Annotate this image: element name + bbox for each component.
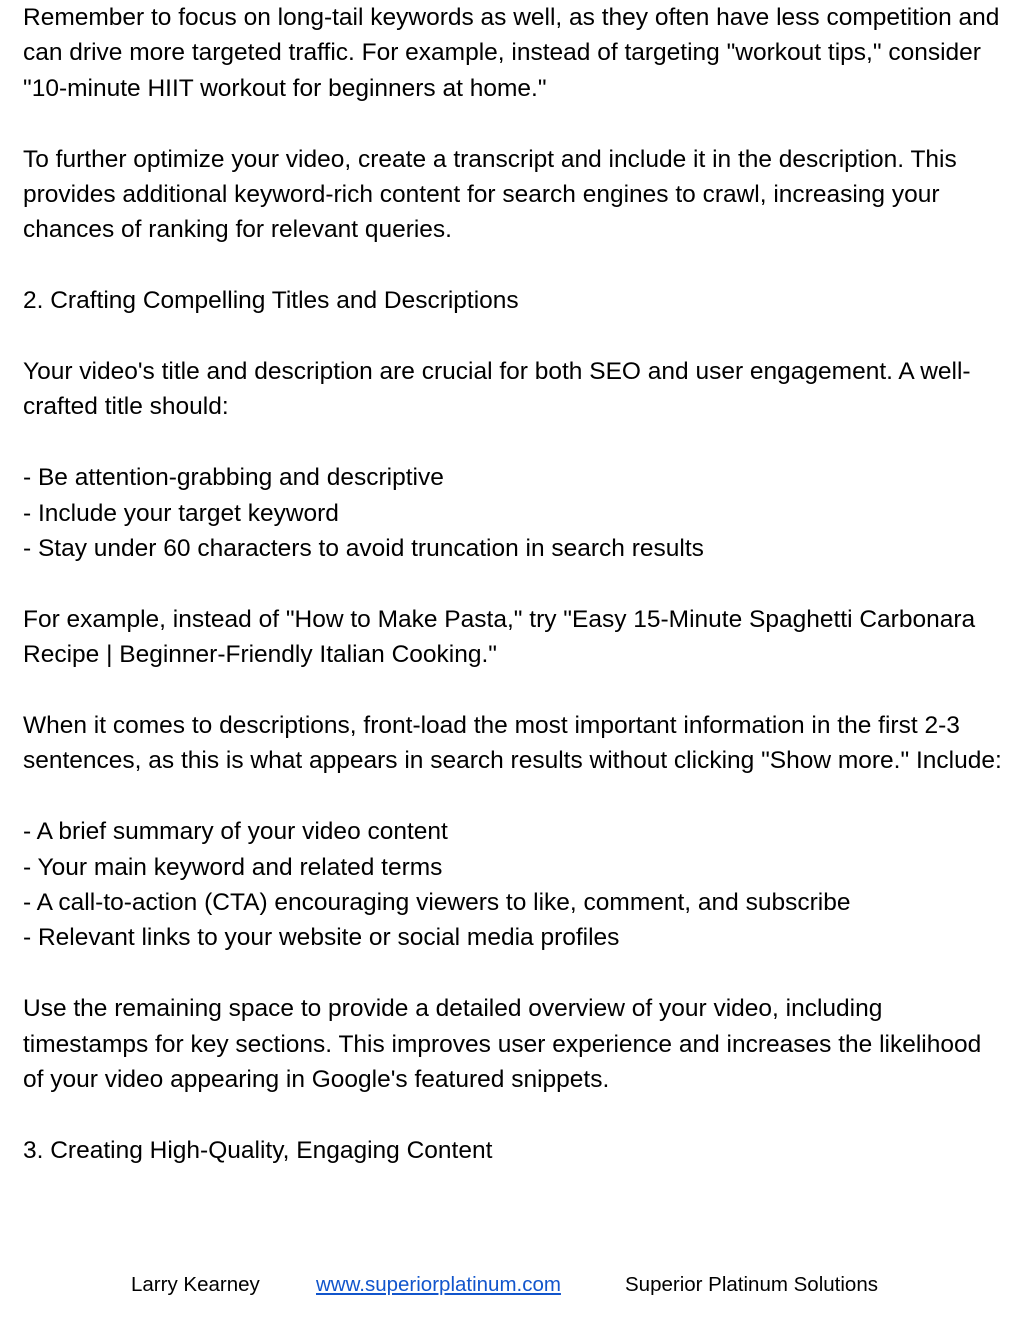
section-heading-content: 3. Creating High-Quality, Engaging Content: [23, 1136, 493, 1164]
list-item: - Stay under 60 characters to avoid truncation in search results: [23, 535, 704, 563]
description-bullet-list: [23, 814, 1003, 956]
title-bullet-list: [23, 460, 1003, 566]
page-footer: [0, 1271, 1024, 1301]
footer-company: Superior Platinum Solutions: [625, 1273, 878, 1296]
footer-website-link[interactable]: www.superiorplatinum.com: [316, 1273, 561, 1296]
list-item: - A brief summary of your video content: [23, 818, 448, 846]
paragraph-title-example: For example, instead of "How to Make Pasta," try "Easy 15-Minute Spaghetti Carbonara Recipe | Beginner-Friendly Italian Cooking.": [23, 605, 976, 669]
paragraph-description-intro: When it comes to descriptions, front-load the most important information in the first 2-3 sentences, as this is what appears in search results without clicking "Show more." Include:: [23, 712, 1002, 775]
list-item: - Include your target keyword: [23, 499, 339, 527]
footer-author: Larry Kearney: [131, 1273, 260, 1296]
paragraph-long-tail-keywords: Remember to focus on long-tail keywords as well, as they often have less competition and can drive more targeted traffic. For example, instead of targeting "workout tips," consider "10-minute HIIT workout for beginners at home.": [23, 4, 1000, 102]
list-item: - Be attention-grabbing and descriptive: [23, 464, 444, 492]
list-item: - A call-to-action (CTA) encouraging viewers to like, comment, and subscribe: [23, 889, 851, 917]
document-body: [23, 0, 1003, 1204]
list-item: - Relevant links to your website or social media profiles: [23, 924, 620, 952]
list-item: - Your main keyword and related terms: [23, 853, 443, 881]
paragraph-transcript: To further optimize your video, create a transcript and include it in the description. This provides additional keyword-rich content for search engines to crawl, increasing your chances of ranking for relevant queries.: [23, 145, 957, 244]
paragraph-title-intro: Your video's title and description are crucial for both SEO and user engagement. A well-crafted title should:: [23, 358, 971, 421]
paragraph-remaining-space: Use the remaining space to provide a detailed overview of your video, including timestamps for key sections. This improves user experience and increases the likelihood of your video appearing in Google's featured snippets.: [23, 995, 982, 1094]
section-heading-titles-descriptions: 2. Crafting Compelling Titles and Descriptions: [23, 287, 519, 315]
